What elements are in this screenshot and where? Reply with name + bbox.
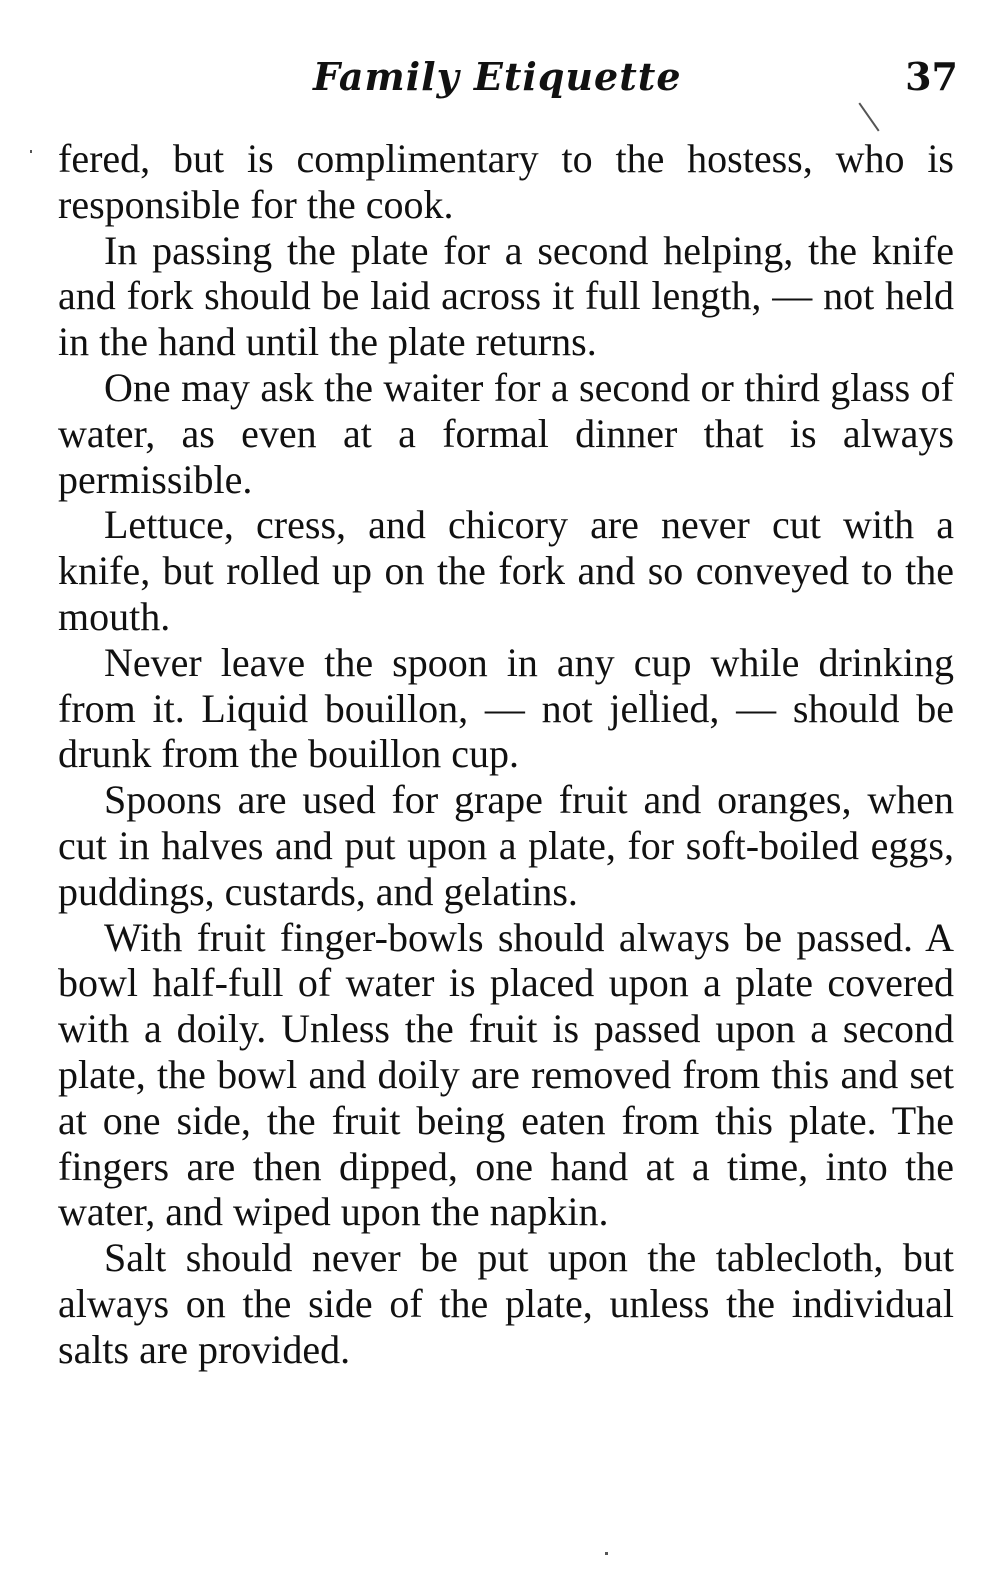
page-number: 37 <box>905 54 958 99</box>
paragraph-continued: fered, but is complimentary to the hostess, who is responsible for the cook. <box>58 136 954 227</box>
paragraph-salt: Salt should never be put upon the tablecloth, but always on the side of the plate, unless the individual salts are provided. <box>58 1235 954 1372</box>
running-title: Family Etiquette <box>313 54 682 99</box>
running-head <box>58 50 958 110</box>
paragraph-water: One may ask the waiter for a second or third glass of water, as even at a formal dinner that is always permissible. <box>58 364 954 502</box>
body-text <box>58 136 954 1373</box>
paragraph-finger-bowls: With fruit finger-bowls should always be passed. A bowl half-full of water is placed upon a plate covered with a doily. Unless the fruit is passed upon a second plate, the bowl and doily are removed from this and set at one side, the fruit being eaten from this plate. The fingers are then dipped, one hand at a time, into the water, and wiped upon the napkin. <box>58 914 954 1235</box>
paragraph-second-helping: In passing the plate for a second helping, the knife and fork should be laid across it full length, — not held in the hand until the plate returns. <box>58 227 954 365</box>
stray-ink-dot <box>30 150 32 153</box>
paragraph-lettuce: Lettuce, cress, and chicory are never cut with a knife, but rolled up on the fork and so conveyed to the mouth. <box>58 502 954 639</box>
stray-ink-dot <box>605 1552 608 1555</box>
paragraph-spoons-used: Spoons are used for grape fruit and oranges, when cut in halves and put upon a plate, for soft-boiled eggs, puddings, custards, and gelatins. <box>58 777 954 914</box>
paragraph-spoon-in-cup: Never leave the spoon in any cup while drinking from it. Liquid bouillon, — not jellied, — should be drunk from the bouillon cup. <box>58 639 954 777</box>
